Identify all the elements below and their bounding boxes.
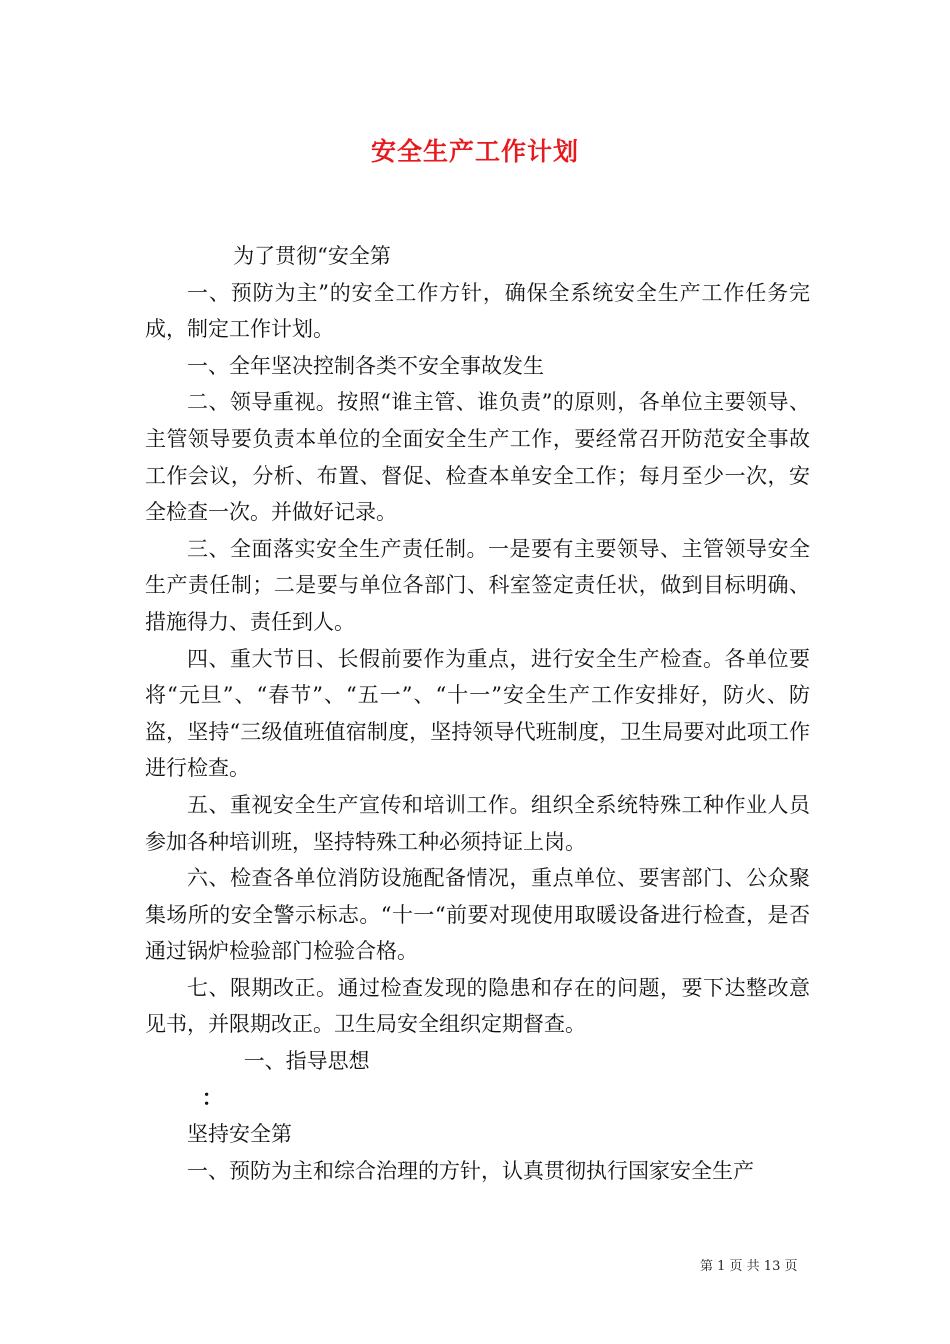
paragraph-intro-start: 为了贯彻“安全第 <box>233 244 391 268</box>
paragraph-item-6: 六、检查各单位消防设施配备情况，重点单位、要害部门、公众聚集场所的安全警示标志。“十一“前要对现使用取暖设备进行检查，是否通过锅炉检验部门检验合格。 <box>145 866 810 964</box>
paragraph-adhere-start: 坚持安全第 <box>187 1122 292 1147</box>
paragraph-item-4: 四、重大节日、长假前要作为重点，进行安全生产检查。各单位要将“元旦”、“春节”、“五一”、“十一”安全生产工作安排好，防火、防盗，坚持“三级值班值宿制度，坚持领导代班制度，卫生局要对此项工作进行检查。 <box>145 646 810 781</box>
paragraph-item-3: 三、全面落实安全生产责任制。一是要有主要领导、主管领导安全生产责任制；二是要与单位各部门、科室签定责任状，做到目标明确、措施得力、责任到人。 <box>145 536 810 634</box>
paragraph-adhere: 一、预防为主和综合治理的方针，认真贯彻执行国家安全生产 <box>187 1158 754 1183</box>
section-heading-guiding-thought: 一、指导思想 <box>243 1049 370 1074</box>
document-body <box>145 238 810 1189</box>
colon-mark: ： <box>201 1084 223 1110</box>
page-number-footer: 第 1 页 共 13 页 <box>700 1259 798 1274</box>
document-title: 安全生产工作计划 <box>370 137 579 166</box>
paragraph-item-5: 五、重视安全生产宣传和培训工作。组织全系统特殊工种作业人员参加各种培训班，坚持特殊工种必须持证上岗。 <box>145 792 810 854</box>
paragraph-item-2: 二、领导重视。按照“谁主管、谁负责”的原则，各单位主要领导、主管领导要负责本单位的全面安全生产工作，要经常召开防范安全事故工作会议，分析、布置、督促、检查本单安全工作；每月至少一次，安全检查一次。并做好记录。 <box>145 390 810 525</box>
paragraph-item-1: 一、全年坚决控制各类不安全事故发生 <box>187 353 544 378</box>
paragraph-item-7: 七、限期改正。通过检查发现的隐患和存在的问题，要下达整改意见书，并限期改正。卫生局安全组织定期督查。 <box>145 975 810 1037</box>
paragraph-intro: 一、预防为主”的安全工作方针，确保全系统安全生产工作任务完成，制定工作计划。 <box>145 280 810 342</box>
